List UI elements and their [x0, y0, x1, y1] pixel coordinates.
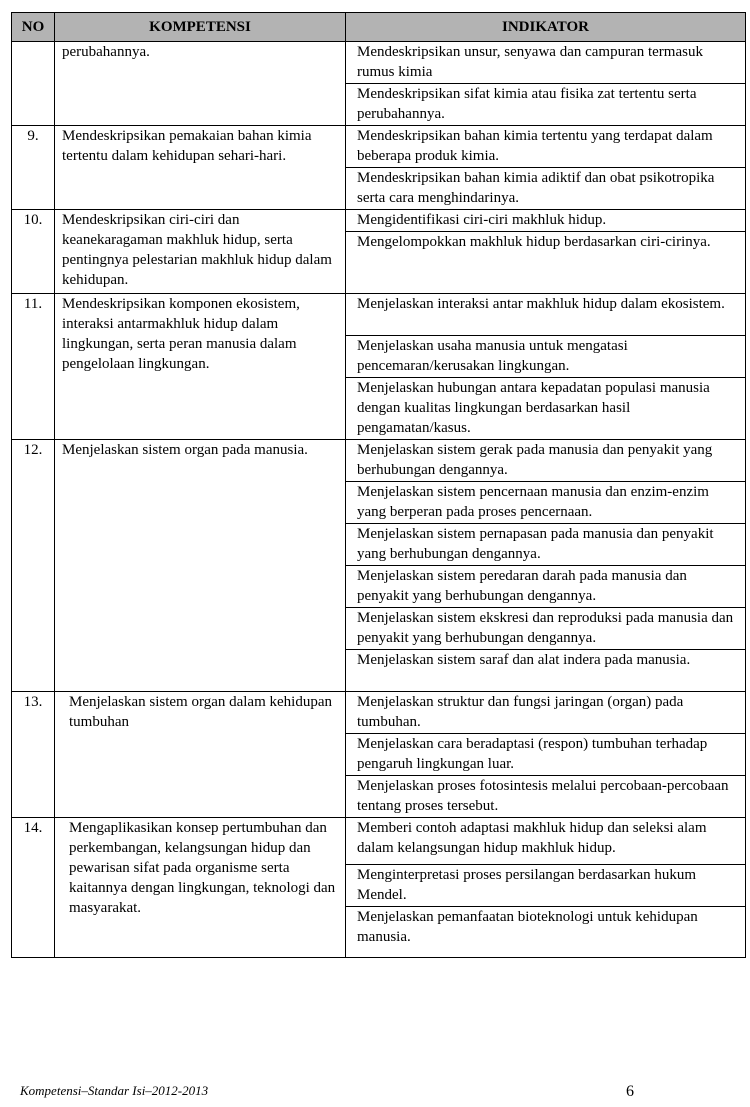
table-row — [12, 126, 746, 168]
row-number: 9. — [12, 126, 55, 210]
row-number: 13. — [12, 692, 55, 818]
header-no: NO — [12, 13, 55, 42]
indikator-cell: Menjelaskan sistem saraf dan alat indera pada manusia. — [346, 650, 746, 692]
table-row — [12, 440, 746, 482]
indikator-cell: Menjelaskan sistem peredaran darah pada manusia dan penyakit yang berhubungan dengannya. — [346, 566, 746, 608]
table-row — [12, 692, 746, 734]
kompetensi-table — [11, 12, 746, 958]
indikator-cell: Menjelaskan sistem pencernaan manusia dan enzim-enzim yang berperan pada proses pencernaan. — [346, 482, 746, 524]
kompetensi-cell: Mengaplikasikan konsep pertumbuhan dan perkembangan, kelangsungan hidup dan pewarisan sifat pada organisme serta kaitannya dengan lingkungan, teknologi dan masyarakat. — [55, 818, 346, 958]
indikator-cell: Mendeskripsikan bahan kimia adiktif dan obat psikotropika serta cara menghindarinya. — [346, 168, 746, 210]
table-row — [12, 294, 746, 336]
indikator-cell: Menjelaskan sistem ekskresi dan reproduksi pada manusia dan penyakit yang berhubungan dengannya. — [346, 608, 746, 650]
footer-text: Kompetensi–Standar Isi–2012-2013 — [20, 1083, 209, 1098]
table-row — [12, 210, 746, 232]
table-header-row — [12, 13, 746, 42]
row-number: 10. — [12, 210, 55, 294]
row-number: 14. — [12, 818, 55, 958]
indikator-cell: Mengidentifikasi ciri-ciri makhluk hidup. — [346, 210, 746, 232]
indikator-cell: Mengelompokkan makhluk hidup berdasarkan ciri-cirinya. — [346, 232, 746, 294]
kompetensi-cell: perubahannya. — [55, 42, 346, 126]
indikator-cell: Menjelaskan interaksi antar makhluk hidup dalam ekosistem. — [346, 294, 746, 336]
indikator-cell: Menjelaskan usaha manusia untuk mengatasi pencemaran/kerusakan lingkungan. — [346, 336, 746, 378]
indikator-cell: Menjelaskan struktur dan fungsi jaringan (organ) pada tumbuhan. — [346, 692, 746, 734]
kompetensi-cell: Mendeskripsikan ciri-ciri dan keanekaragaman makhluk hidup, serta pentingnya pelestarian makhluk hidup dalam kehidupan. — [55, 210, 346, 294]
row-number — [12, 42, 55, 126]
table-row — [12, 818, 746, 865]
indikator-cell: Menjelaskan proses fotosintesis melalui percobaan-percobaan tentang proses tersebut. — [346, 776, 746, 818]
page-number: 6 — [626, 1083, 634, 1100]
kompetensi-cell: Mendeskripsikan komponen ekosistem, interaksi antarmakhluk hidup dalam lingkungan, serta peran manusia dalam pengelolaan lingkungan. — [55, 294, 346, 440]
indikator-cell: Menjelaskan sistem gerak pada manusia dan penyakit yang berhubungan dengannya. — [346, 440, 746, 482]
indikator-cell: Memberi contoh adaptasi makhluk hidup dan seleksi alam dalam kelangsungan hidup makhluk hidup. — [346, 818, 746, 865]
row-number: 12. — [12, 440, 55, 692]
header-indikator: INDIKATOR — [346, 13, 746, 42]
row-number: 11. — [12, 294, 55, 440]
table-row — [12, 42, 746, 84]
indikator-cell: Menjelaskan hubungan antara kepadatan populasi manusia dengan kualitas lingkungan berdasarkan hasil pengamatan/kasus. — [346, 378, 746, 440]
indikator-cell: Menjelaskan pemanfaatan bioteknologi untuk kehidupan manusia. — [346, 907, 746, 958]
kompetensi-cell: Mendeskripsikan pemakaian bahan kimia tertentu dalam kehidupan sehari-hari. — [55, 126, 346, 210]
header-kompetensi: KOMPETENSI — [55, 13, 346, 42]
indikator-cell: Menginterpretasi proses persilangan berdasarkan hukum Mendel. — [346, 865, 746, 907]
indikator-cell: Mendeskripsikan sifat kimia atau fisika zat tertentu serta perubahannya. — [346, 84, 746, 126]
table-body — [12, 42, 746, 958]
kompetensi-cell: Menjelaskan sistem organ dalam kehidupan tumbuhan — [55, 692, 346, 818]
indikator-cell: Mendeskripsikan bahan kimia tertentu yang terdapat dalam beberapa produk kimia. — [346, 126, 746, 168]
indikator-cell: Mendeskripsikan unsur, senyawa dan campuran termasuk rumus kimia — [346, 42, 746, 84]
indikator-cell: Menjelaskan cara beradaptasi (respon) tumbuhan terhadap pengaruh lingkungan luar. — [346, 734, 746, 776]
kompetensi-cell: Menjelaskan sistem organ pada manusia. — [55, 440, 346, 692]
indikator-cell: Menjelaskan sistem pernapasan pada manusia dan penyakit yang berhubungan dengannya. — [346, 524, 746, 566]
